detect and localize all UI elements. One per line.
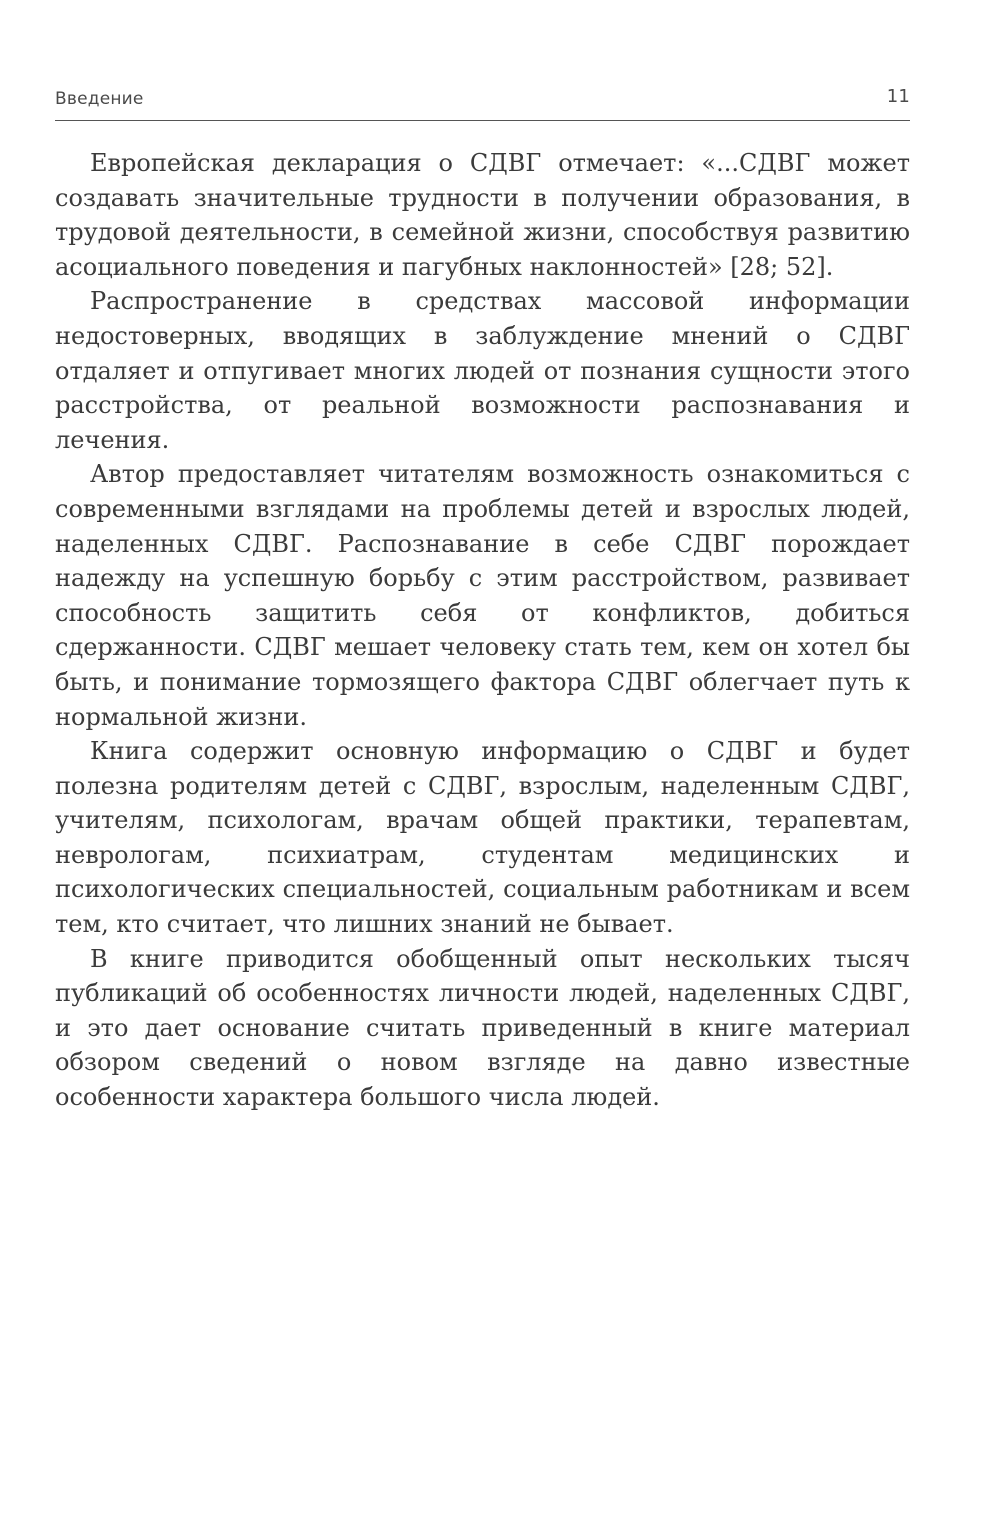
paragraph: Автор предоставляет читателям возможность ознакомиться с современными взглядами на проблемы детей и взрослых людей, наделенных СДВГ. Распознавание в себе СДВГ порождает надежду на успешную борьбу с этим расстройством, развивает способность защитить себя от конфликтов, добиться сдержанности. СДВГ мешает человеку стать тем, кем он хотел бы быть, и понимание тормозящего фактора СДВГ облегчает путь к нормальной жизни. [55, 460, 910, 731]
header-rule [55, 120, 910, 121]
paragraph: Европейская декларация о СДВГ отмечает: «...СДВГ может создавать значительные трудности в получении образования, в трудовой деятельности, в семейной жизни, способствуя развитию асоциального поведения и пагубных наклонностей» [28; 52]. [55, 149, 910, 281]
paragraph: В книге приводится обобщенный опыт нескольких тысяч публикаций об особенностях личности людей, наделенных СДВГ, и это дает основание считать приведенный в книге материал обзором сведений о новом взгляде на давно известные особенности характера большого числа людей. [55, 944, 910, 1112]
page-number: 11 [886, 86, 910, 107]
running-header [55, 86, 910, 116]
section-title: Введение [55, 89, 144, 109]
paragraph: Книга содержит основную информацию о СДВГ и будет полезна родителям детей с СДВГ, взрослым, наделенным СДВГ, учителям, психологам, врачам общей практики, терапевтам, неврологам, психиатрам, студентам медицинских и психологических специальностей, социальным работникам и всем тем, кто считает, что лишних знаний не бывает. [55, 737, 910, 939]
paragraph: Распространение в средствах массовой информации недостоверных, вводящих в заблуждение мнений о СДВГ отдаляет и отпугивает многих людей от познания сущности этого расстройства, от реальной возможности распознавания и лечения. [55, 287, 910, 454]
body-text [55, 146, 910, 1115]
